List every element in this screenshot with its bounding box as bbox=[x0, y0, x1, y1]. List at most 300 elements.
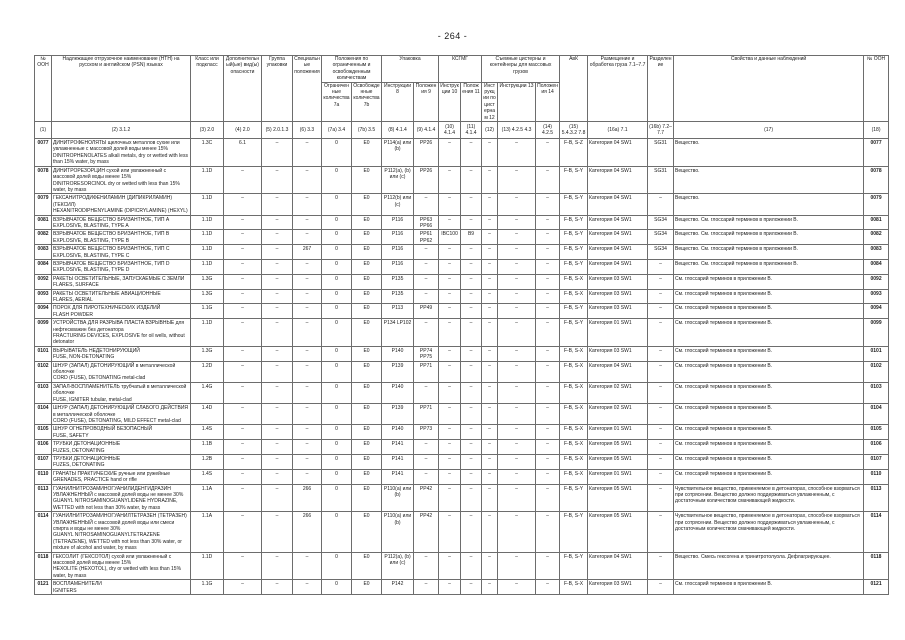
cell-un-number: 0105 bbox=[35, 425, 52, 440]
cell-ibc-instruction: – bbox=[439, 289, 461, 304]
table-row bbox=[35, 469, 889, 484]
cell-tank-instruction-imo: – bbox=[482, 512, 498, 552]
cell-properties: Вещество. См. глоссарий терминов в приложении B. bbox=[674, 215, 864, 230]
cell-special-provisions: – bbox=[293, 215, 322, 230]
cell-packing-provision: PP63 PP66 bbox=[414, 215, 439, 230]
table-row bbox=[35, 230, 889, 245]
cell-un-number-right: 0079 bbox=[864, 194, 889, 215]
col-number-7a: (7а) 3.4 bbox=[322, 122, 352, 139]
cell-segregation: – bbox=[648, 259, 674, 274]
cell-packing-instruction: P116 bbox=[382, 245, 414, 260]
cell-ems: F-B, S-Y bbox=[560, 166, 588, 194]
header-ems: АвК bbox=[560, 56, 588, 122]
cell-packing-group: – bbox=[262, 469, 293, 484]
table-row bbox=[35, 454, 889, 469]
cell-un-number-right: 0102 bbox=[864, 361, 889, 382]
cell-properties: См. глоссарий терминов в приложении B. bbox=[674, 440, 864, 455]
cell-subsidiary-hazard: 6.1 bbox=[224, 139, 262, 167]
cell-segregation: SG31 bbox=[648, 139, 674, 167]
cell-un-number: 0114 bbox=[35, 512, 52, 552]
cell-limited-quantity: 0 bbox=[322, 552, 352, 580]
cell-tank-provision: – bbox=[536, 361, 560, 382]
cell-tank-instruction: – bbox=[498, 361, 536, 382]
cell-ems: F-B, S-X bbox=[560, 404, 588, 425]
cell-special-provisions: – bbox=[293, 361, 322, 382]
cell-tank-provision: – bbox=[536, 469, 560, 484]
col-number-13: (13) 4.2.5 4.3 bbox=[498, 122, 536, 139]
col-number-9: (9) 4.1.4 bbox=[414, 122, 439, 139]
cell-un-number: 0121 bbox=[35, 580, 52, 595]
cell-un-number-right: 0121 bbox=[864, 580, 889, 595]
table-row bbox=[35, 512, 889, 552]
cell-ibc-provision: – bbox=[461, 304, 482, 319]
table-row bbox=[35, 274, 889, 289]
cell-segregation: – bbox=[648, 289, 674, 304]
header-sub-ibc-prov: Положения 11 bbox=[461, 82, 482, 121]
cell-tank-provision: – bbox=[536, 139, 560, 167]
cell-special-provisions: – bbox=[293, 346, 322, 361]
cell-packing-instruction: P135 bbox=[382, 289, 414, 304]
cell-un-number: 0099 bbox=[35, 319, 52, 347]
header-stowage: Размещение и обработка груза 7.1–7.7 bbox=[588, 56, 648, 122]
cell-packing-instruction: P141 bbox=[382, 454, 414, 469]
cell-excepted-quantity: E0 bbox=[352, 139, 382, 167]
cell-packing-provision: PP61 PP62 bbox=[414, 230, 439, 245]
cell-shipping-name bbox=[52, 289, 191, 304]
cell-ems: F-B, S-X bbox=[560, 440, 588, 455]
cell-tank-instruction-imo: – bbox=[482, 469, 498, 484]
cell-limited-quantity: 0 bbox=[322, 304, 352, 319]
cell-packing-group: – bbox=[262, 274, 293, 289]
cell-ems: F-B, S-X bbox=[560, 469, 588, 484]
cell-stowage: Категория 04 SW1 bbox=[588, 139, 648, 167]
cell-ems: F-B, S-Y bbox=[560, 194, 588, 215]
col-number-6: (6) 3.3 bbox=[293, 122, 322, 139]
cell-special-provisions: – bbox=[293, 289, 322, 304]
cell-tank-provision: – bbox=[536, 215, 560, 230]
cell-ibc-instruction: – bbox=[439, 552, 461, 580]
cell-properties: Вещество. bbox=[674, 139, 864, 167]
cell-un-number-right: 0118 bbox=[864, 552, 889, 580]
cell-tank-provision: – bbox=[536, 404, 560, 425]
cell-class: 1.2B bbox=[191, 454, 224, 469]
cell-segregation: SG34 bbox=[648, 215, 674, 230]
cell-un-number: 0102 bbox=[35, 361, 52, 382]
shipping-name-ru: ГЕКСАНИТРОДИФЕНИЛАМИН (ДИПИКРИЛАМИН) (ГЕКСИЛ) bbox=[53, 195, 173, 208]
table-row bbox=[35, 304, 889, 319]
cell-properties: Чувствительное вещество, применяемое в детонаторах, способное взорваться при сотрясении. Вещество должно поддерживаться увлажненным, с достаточным количеством смачивающей жидкости. bbox=[674, 484, 864, 512]
cell-un-number: 0078 bbox=[35, 166, 52, 194]
cell-segregation: – bbox=[648, 194, 674, 215]
cell-un-number: 0079 bbox=[35, 194, 52, 215]
cell-ems: F-B, S-X bbox=[560, 580, 588, 595]
cell-shipping-name bbox=[52, 274, 191, 289]
cell-special-provisions: – bbox=[293, 230, 322, 245]
cell-packing-group: – bbox=[262, 512, 293, 552]
cell-excepted-quantity: E0 bbox=[352, 319, 382, 347]
cell-limited-quantity: 0 bbox=[322, 469, 352, 484]
header-sub-tank-prov: Положения 14 bbox=[536, 82, 560, 121]
cell-tank-instruction: – bbox=[498, 289, 536, 304]
cell-segregation: – bbox=[648, 512, 674, 552]
cell-shipping-name bbox=[52, 469, 191, 484]
cell-properties: См. глоссарий терминов в приложении B. bbox=[674, 469, 864, 484]
col-number-4: (4) 2.0 bbox=[224, 122, 262, 139]
header-sub-ibc-instr: Инструкции 10 bbox=[439, 82, 461, 121]
cell-ibc-provision: B9 bbox=[461, 230, 482, 245]
cell-stowage: Категория 03 SW1 bbox=[588, 289, 648, 304]
cell-stowage: Категория 04 SW1 bbox=[588, 230, 648, 245]
cell-packing-provision: – bbox=[414, 259, 439, 274]
cell-ibc-provision: – bbox=[461, 194, 482, 215]
cell-limited-quantity: 0 bbox=[322, 382, 352, 403]
header-sub-tank-instr: Инструкции 13 bbox=[498, 82, 536, 121]
cell-packing-provision: – bbox=[414, 552, 439, 580]
cell-subsidiary-hazard: – bbox=[224, 484, 262, 512]
cell-properties: Вещество. bbox=[674, 166, 864, 194]
cell-subsidiary-hazard: – bbox=[224, 454, 262, 469]
table-row bbox=[35, 382, 889, 403]
cell-stowage: Категория 04 SW1 bbox=[588, 194, 648, 215]
cell-tank-instruction: – bbox=[498, 319, 536, 347]
cell-tank-provision: – bbox=[536, 454, 560, 469]
cell-stowage: Категория 03 SW1 bbox=[588, 580, 648, 595]
shipping-name-ru: ЗАПАЛ-ВОСПЛАМЕНИТЕЛЬ трубчатый в металлической оболочке bbox=[53, 383, 187, 397]
cell-packing-instruction: P134 LP102 bbox=[382, 319, 414, 347]
cell-stowage: Категория 04 SW1 bbox=[588, 259, 648, 274]
cell-ems: F-B, S-Y bbox=[560, 304, 588, 319]
cell-tank-instruction: – bbox=[498, 304, 536, 319]
cell-special-provisions: – bbox=[293, 304, 322, 319]
cell-packing-provision: PP71 bbox=[414, 361, 439, 382]
cell-un-number-right: 0082 bbox=[864, 230, 889, 245]
cell-subsidiary-hazard: – bbox=[224, 361, 262, 382]
cell-tank-provision: – bbox=[536, 512, 560, 552]
cell-stowage: Категория 04 SW1 bbox=[588, 552, 648, 580]
cell-limited-quantity: 0 bbox=[322, 361, 352, 382]
cell-ibc-instruction: – bbox=[439, 512, 461, 552]
shipping-name-ru: РАКЕТЫ ОСВЕТИТЕЛЬНЫЕ АВИАЦИОННЫЕ bbox=[53, 290, 161, 297]
cell-segregation: SG34 bbox=[648, 245, 674, 260]
cell-ems: F-B, S-Y bbox=[560, 259, 588, 274]
cell-un-number: 0101 bbox=[35, 346, 52, 361]
shipping-name-ru: ВЗРЫВЧАТОЕ ВЕЩЕСТВО БРИЗАНТНОЕ, ТИП D bbox=[53, 260, 170, 267]
cell-tank-provision: – bbox=[536, 552, 560, 580]
cell-packing-instruction: P139 bbox=[382, 404, 414, 425]
cell-ibc-provision: – bbox=[461, 215, 482, 230]
cell-un-number: 0081 bbox=[35, 215, 52, 230]
cell-shipping-name bbox=[52, 245, 191, 260]
cell-shipping-name bbox=[52, 361, 191, 382]
cell-excepted-quantity: E0 bbox=[352, 194, 382, 215]
cell-un-number-right: 0084 bbox=[864, 259, 889, 274]
cell-segregation: SG34 bbox=[648, 230, 674, 245]
shipping-name-en: IGNITERS bbox=[53, 587, 77, 594]
cell-special-provisions: – bbox=[293, 404, 322, 425]
cell-properties: Вещество. См. глоссарий терминов в приложении B. bbox=[674, 259, 864, 274]
cell-limited-quantity: 0 bbox=[322, 454, 352, 469]
cell-ems: F-B, S-X bbox=[560, 361, 588, 382]
cell-ibc-instruction: – bbox=[439, 194, 461, 215]
cell-excepted-quantity: E0 bbox=[352, 245, 382, 260]
cell-class: 1.4D bbox=[191, 404, 224, 425]
cell-un-number: 0094 bbox=[35, 304, 52, 319]
cell-ems: F-B, S-X bbox=[560, 454, 588, 469]
cell-limited-quantity: 0 bbox=[322, 245, 352, 260]
cell-class: 1.3G bbox=[191, 289, 224, 304]
cell-packing-provision: PP71 bbox=[414, 404, 439, 425]
cell-ibc-provision: – bbox=[461, 382, 482, 403]
cell-tank-instruction-imo: – bbox=[482, 274, 498, 289]
cell-excepted-quantity: E0 bbox=[352, 404, 382, 425]
col-number-3: (3) 2.0 bbox=[191, 122, 224, 139]
cell-un-number: 0107 bbox=[35, 454, 52, 469]
cell-tank-instruction: – bbox=[498, 230, 536, 245]
shipping-name-en: FUSE, NON-DETONATING bbox=[53, 354, 115, 361]
cell-properties: Вещество. bbox=[674, 194, 864, 215]
cell-subsidiary-hazard: – bbox=[224, 580, 262, 595]
cell-special-provisions: – bbox=[293, 454, 322, 469]
cell-limited-quantity: 0 bbox=[322, 346, 352, 361]
cell-tank-provision: – bbox=[536, 166, 560, 194]
cell-properties: См. глоссарий терминов в приложении B. bbox=[674, 404, 864, 425]
cell-un-number-right: 0077 bbox=[864, 139, 889, 167]
cell-ems: F-B, S-Y bbox=[560, 512, 588, 552]
shipping-name-en: EXPLOSIVE, BLASTING, TYPE D bbox=[53, 267, 130, 274]
cell-ibc-provision: – bbox=[461, 454, 482, 469]
header-un-number-right: № ООН bbox=[864, 56, 889, 122]
shipping-name-en: FRACTURING DEVICES, EXPLOSIVE for oil wells, without detonator bbox=[53, 333, 185, 346]
shipping-name-en: FUSE, SAFETY bbox=[53, 432, 89, 439]
cell-packing-provision: PP49 bbox=[414, 304, 439, 319]
cell-properties: См. глоссарий терминов в приложении B. bbox=[674, 289, 864, 304]
col-number-1: (1) bbox=[35, 122, 52, 139]
shipping-name-ru: ШНУР ОГНЕПРОВОДНЫЙ БЕЗОПАСНЫЙ bbox=[53, 426, 153, 433]
cell-tank-provision: – bbox=[536, 245, 560, 260]
cell-class: 1.1D bbox=[191, 319, 224, 347]
cell-excepted-quantity: E0 bbox=[352, 552, 382, 580]
cell-excepted-quantity: E0 bbox=[352, 166, 382, 194]
cell-ibc-provision: – bbox=[461, 552, 482, 580]
cell-tank-provision: – bbox=[536, 484, 560, 512]
cell-packing-provision: – bbox=[414, 319, 439, 347]
cell-stowage: Категория 04 SW1 bbox=[588, 215, 648, 230]
cell-class: 1.2D bbox=[191, 361, 224, 382]
shipping-name-en: FLARES, AERIAL bbox=[53, 297, 93, 303]
shipping-name-ru: УСТРОЙСТВА ДЛЯ РАЗРЫВА ПЛАСТА ВЗРЫВНЫЕ для нефтескважин без детонатора bbox=[53, 320, 185, 333]
cell-excepted-quantity: E0 bbox=[352, 230, 382, 245]
cell-class: 1.1B bbox=[191, 440, 224, 455]
cell-class: 1.1D bbox=[191, 245, 224, 260]
cell-properties: См. глоссарий терминов в приложении B. bbox=[674, 580, 864, 595]
cell-class: 1.1G bbox=[191, 304, 224, 319]
cell-packing-group: – bbox=[262, 319, 293, 347]
cell-ibc-provision: – bbox=[461, 361, 482, 382]
header-un-number: № ООН bbox=[35, 56, 52, 122]
shipping-name-en: FLARES, SURFACE bbox=[53, 282, 99, 289]
cell-tank-instruction-imo: – bbox=[482, 289, 498, 304]
cell-un-number-right: 0078 bbox=[864, 166, 889, 194]
cell-class: 1.1D bbox=[191, 194, 224, 215]
cell-segregation: – bbox=[648, 346, 674, 361]
cell-limited-quantity: 0 bbox=[322, 166, 352, 194]
cell-excepted-quantity: E0 bbox=[352, 440, 382, 455]
shipping-name-ru: ВЗРЫВЧАТОЕ ВЕЩЕСТВО БРИЗАНТНОЕ, ТИП B bbox=[53, 231, 170, 238]
table-row bbox=[35, 319, 889, 347]
cell-segregation: – bbox=[648, 319, 674, 347]
cell-packing-instruction: P142 bbox=[382, 580, 414, 595]
cell-stowage: Категория 01 SW1 bbox=[588, 469, 648, 484]
cell-shipping-name bbox=[52, 319, 191, 347]
shipping-name-en: CORD (FUSE), DETONATING metal-clad bbox=[53, 375, 146, 382]
table-row bbox=[35, 166, 889, 194]
cell-tank-instruction: – bbox=[498, 552, 536, 580]
cell-ibc-provision: – bbox=[461, 346, 482, 361]
shipping-name-en: HEXANITRODIPHENYLAMINE (DIPICRYLAMINE) (HEXYL) bbox=[53, 208, 188, 215]
cell-segregation: SG31 bbox=[648, 166, 674, 194]
cell-tank-instruction-imo: – bbox=[482, 382, 498, 403]
cell-special-provisions: – bbox=[293, 580, 322, 595]
cell-packing-provision: – bbox=[414, 289, 439, 304]
cell-limited-quantity: 0 bbox=[322, 580, 352, 595]
cell-segregation: – bbox=[648, 440, 674, 455]
col-number-11: (11) 4.1.4 bbox=[461, 122, 482, 139]
cell-un-number: 0092 bbox=[35, 274, 52, 289]
cell-tank-instruction: – bbox=[498, 245, 536, 260]
cell-ibc-instruction: – bbox=[439, 361, 461, 382]
cell-class: 1.4S bbox=[191, 469, 224, 484]
cell-packing-instruction: P141 bbox=[382, 469, 414, 484]
header-segregation: Разделение bbox=[648, 56, 674, 122]
cell-tank-instruction-imo: – bbox=[482, 425, 498, 440]
cell-tank-instruction-imo: – bbox=[482, 304, 498, 319]
cell-un-number: 0106 bbox=[35, 440, 52, 455]
cell-stowage: Категория 03 SW1 bbox=[588, 274, 648, 289]
cell-stowage: Категория 03 SW1 bbox=[588, 304, 648, 319]
cell-tank-provision: – bbox=[536, 194, 560, 215]
cell-ibc-instruction: – bbox=[439, 245, 461, 260]
shipping-name-ru: ГЕКСОЛИТ (ГЕКСОТОЛ) сухой или увлажненный с массовой долей воды менее 15% bbox=[53, 553, 172, 567]
cell-un-number-right: 0105 bbox=[864, 425, 889, 440]
cell-shipping-name bbox=[52, 382, 191, 403]
cell-un-number-right: 0092 bbox=[864, 274, 889, 289]
cell-ibc-instruction: – bbox=[439, 469, 461, 484]
cell-limited-quantity: 0 bbox=[322, 440, 352, 455]
cell-ibc-instruction: – bbox=[439, 346, 461, 361]
cell-stowage: Категория 01 SW1 bbox=[588, 319, 648, 347]
cell-packing-provision: PP42 bbox=[414, 512, 439, 552]
cell-subsidiary-hazard: – bbox=[224, 440, 262, 455]
cell-shipping-name bbox=[52, 230, 191, 245]
cell-special-provisions: – bbox=[293, 259, 322, 274]
cell-stowage: Категория 01 SW1 bbox=[588, 425, 648, 440]
cell-ibc-provision: – bbox=[461, 245, 482, 260]
cell-packing-group: – bbox=[262, 289, 293, 304]
header-sub-limited: Ограниченные количества 7а bbox=[322, 82, 352, 121]
shipping-name-ru: ШНУР (ЗАПАЛ) ДЕТОНИРУЮЩИЙ в металлической оболочке bbox=[53, 362, 176, 376]
cell-tank-instruction: – bbox=[498, 440, 536, 455]
cell-packing-instruction: P135 bbox=[382, 274, 414, 289]
table-row bbox=[35, 552, 889, 580]
cell-packing-instruction: P141 bbox=[382, 440, 414, 455]
cell-tank-provision: – bbox=[536, 259, 560, 274]
cell-class: 1.1D bbox=[191, 552, 224, 580]
cell-special-provisions: – bbox=[293, 425, 322, 440]
cell-packing-instruction: P116 bbox=[382, 215, 414, 230]
cell-un-number: 0077 bbox=[35, 139, 52, 167]
cell-subsidiary-hazard: – bbox=[224, 289, 262, 304]
cell-subsidiary-hazard: – bbox=[224, 194, 262, 215]
cell-ibc-instruction: – bbox=[439, 304, 461, 319]
shipping-name-en: DINITROPHENOLATES alkali metals, dry or wetted with less than 15% water, by mass bbox=[53, 152, 188, 166]
shipping-name-en: EXPLOSIVE, BLASTING, TYPE A bbox=[53, 222, 129, 229]
cell-packing-group: – bbox=[262, 382, 293, 403]
cell-ems: F-B, S-X bbox=[560, 382, 588, 403]
cell-shipping-name bbox=[52, 259, 191, 274]
cell-subsidiary-hazard: – bbox=[224, 304, 262, 319]
cell-ibc-provision: – bbox=[461, 512, 482, 552]
cell-excepted-quantity: E0 bbox=[352, 382, 382, 403]
cell-un-number-right: 0110 bbox=[864, 469, 889, 484]
cell-shipping-name bbox=[52, 580, 191, 595]
cell-segregation: – bbox=[648, 361, 674, 382]
cell-subsidiary-hazard: – bbox=[224, 404, 262, 425]
cell-tank-instruction: – bbox=[498, 259, 536, 274]
header-sub-pack-instr: Инструкции 8 bbox=[382, 82, 414, 121]
cell-ibc-instruction: – bbox=[439, 319, 461, 347]
table-header bbox=[35, 56, 889, 139]
shipping-name-ru: ГУАНИЛНИТРОЗАМИНОГУАНИЛИДЕНГИДРАЗИН УВЛАЖНЕННЫЙ с массовой долей воды не менее 30% bbox=[53, 485, 184, 498]
cell-packing-group: – bbox=[262, 215, 293, 230]
shipping-name-en: EXPLOSIVE, BLASTING, TYPE C bbox=[53, 252, 130, 259]
cell-properties: Вещество. См. глоссарий терминов в приложении B. bbox=[674, 245, 864, 260]
cell-limited-quantity: 0 bbox=[322, 425, 352, 440]
cell-special-provisions: – bbox=[293, 194, 322, 215]
shipping-name-en: EXPLOSIVE, BLASTING, TYPE B bbox=[53, 237, 130, 244]
cell-ems: F-B, S-Y bbox=[560, 215, 588, 230]
cell-limited-quantity: 0 bbox=[322, 404, 352, 425]
cell-un-number: 0113 bbox=[35, 484, 52, 512]
cell-limited-quantity: 0 bbox=[322, 289, 352, 304]
cell-stowage: Категория 05 SW1 bbox=[588, 454, 648, 469]
cell-tank-provision: – bbox=[536, 319, 560, 347]
cell-class: 1.1G bbox=[191, 580, 224, 595]
cell-excepted-quantity: E0 bbox=[352, 512, 382, 552]
header-packing-group: Группа упаковки bbox=[262, 56, 293, 122]
cell-un-number-right: 0083 bbox=[864, 245, 889, 260]
cell-subsidiary-hazard: – bbox=[224, 346, 262, 361]
cell-special-provisions: 267 bbox=[293, 245, 322, 260]
cell-ems: F-B, S-Y bbox=[560, 552, 588, 580]
cell-ibc-provision: – bbox=[461, 580, 482, 595]
cell-stowage: Категория 04 SW1 bbox=[588, 245, 648, 260]
cell-class: 1.1A bbox=[191, 484, 224, 512]
cell-segregation: – bbox=[648, 580, 674, 595]
cell-packing-group: – bbox=[262, 552, 293, 580]
cell-packing-provision: PP74 PP75 bbox=[414, 346, 439, 361]
cell-excepted-quantity: E0 bbox=[352, 289, 382, 304]
cell-subsidiary-hazard: – bbox=[224, 245, 262, 260]
shipping-name-ru: ПОРОХ ДЛЯ ПИРОТЕХНИЧЕСКИХ ИЗДЕЛИЙ bbox=[53, 305, 161, 312]
cell-packing-provision: – bbox=[414, 469, 439, 484]
cell-excepted-quantity: E0 bbox=[352, 454, 382, 469]
cell-un-number-right: 0101 bbox=[864, 346, 889, 361]
cell-tank-provision: – bbox=[536, 425, 560, 440]
shipping-name-ru: ГУАНИЛНИТРОЗАМИНОГУАНИЛТЕТРАЗЕН (ТЕТРАЗЕН) УВЛАЖНЕННЫЙ с массовой долей воды или смеси спирта и воды не менее 30% bbox=[53, 513, 187, 532]
col-number-18: (18) bbox=[864, 122, 889, 139]
cell-tank-provision: – bbox=[536, 346, 560, 361]
cell-shipping-name bbox=[52, 404, 191, 425]
